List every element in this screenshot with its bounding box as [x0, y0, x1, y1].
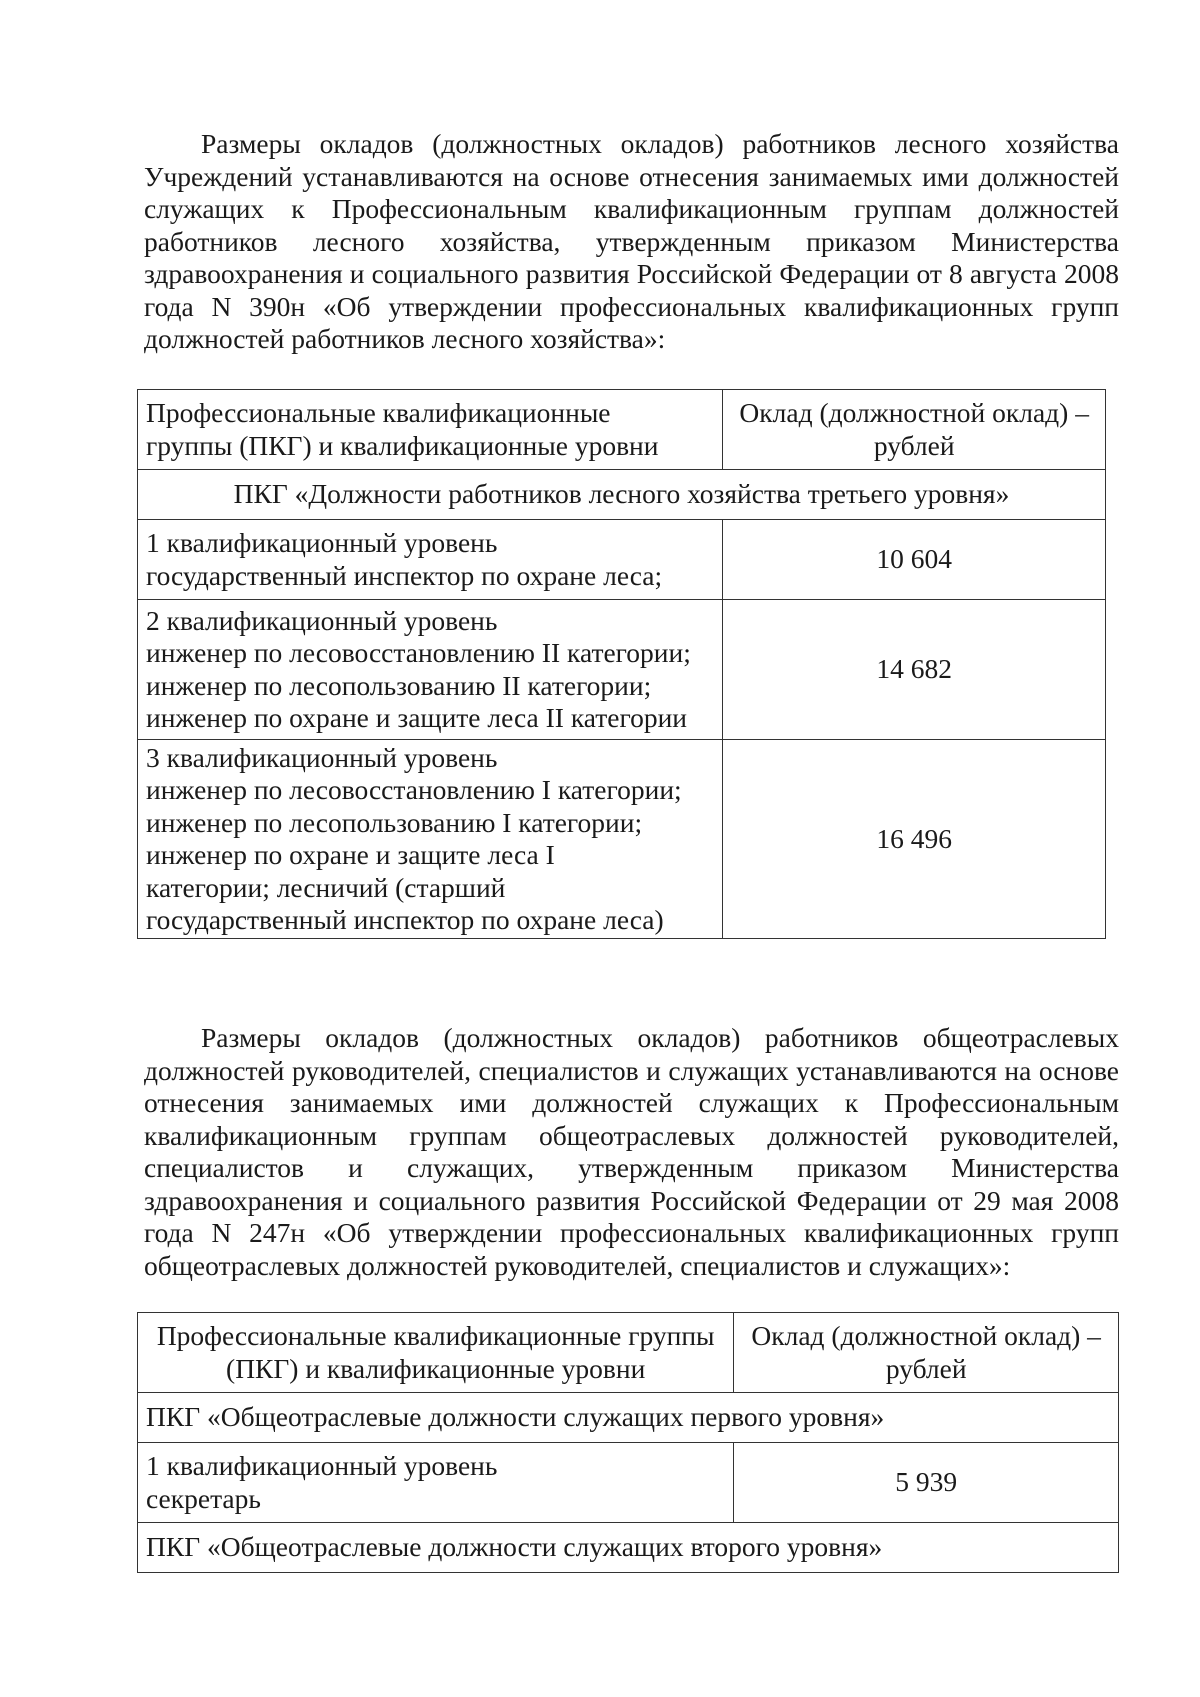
header-salary-cell: Оклад (должностной оклад) – рублей	[734, 1313, 1119, 1393]
table-header-row	[138, 1313, 1119, 1393]
header-salary-cell: Оклад (должностной оклад) – рублей	[723, 390, 1106, 470]
salary-value-cell: 10 604	[723, 520, 1106, 600]
salary-value-cell: 16 496	[723, 740, 1106, 939]
qualification-level-cell: 1 квалификационный уровень секретарь	[138, 1443, 734, 1523]
qualification-level-cell: 3 квалификационный уровень инженер по лесовосстановлению I категории; инженер по лесопользованию I категории; инженер по охране и защите леса I категории; лесничий (старший государственный инспектор по охране леса)	[138, 740, 723, 939]
forestry-salary-table	[137, 389, 1106, 939]
table-header-row	[138, 390, 1106, 470]
qualification-level-cell: 2 квалификационный уровень инженер по лесовосстановлению II категории; инженер по лесопользованию II категории; инженер по охране и защите леса II категории	[138, 600, 723, 740]
header-group-cell: Профессиональные квалификационные группы (ПКГ) и квалификационные уровни	[138, 1313, 734, 1393]
group-title-row	[138, 1523, 1119, 1573]
table-row	[138, 600, 1106, 740]
group-title-cell: ПКГ «Должности работников лесного хозяйства третьего уровня»	[138, 470, 1106, 520]
group-title-cell: ПКГ «Общеотраслевые должности служащих первого уровня»	[138, 1393, 1119, 1443]
qualification-level-cell: 1 квалификационный уровень государственный инспектор по охране леса;	[138, 520, 723, 600]
salary-value-cell: 5 939	[734, 1443, 1119, 1523]
salary-value-cell: 14 682	[723, 600, 1106, 740]
group-title-cell: ПКГ «Общеотраслевые должности служащих второго уровня»	[138, 1523, 1119, 1573]
header-group-cell: Профессиональные квалификационные группы (ПКГ) и квалификационные уровни	[138, 390, 723, 470]
table-row	[138, 1443, 1119, 1523]
intro-paragraph-general: Размеры окладов (должностных окладов) работников общеотраслевых должностей руководителей, специалистов и служащих устанавливаются на основе отнесения занимаемых ими должностей служащих к Профессиональным квалификационным группам общеотраслевых должностей руководителей, специалистов и служащих, утвержденным приказом Министерства здравоохранения и социального развития Российской Федерации от 29 мая 2008 года N 247н «Об утверждении профессиональных квалификационных групп общеотраслевых должностей руководителей, специалистов и служащих»:	[144, 1022, 1119, 1281]
table-row	[138, 520, 1106, 600]
group-title-row	[138, 1393, 1119, 1443]
group-title-row	[138, 470, 1106, 520]
general-salary-table	[137, 1312, 1119, 1573]
table-row	[138, 740, 1106, 939]
intro-paragraph-forestry: Размеры окладов (должностных окладов) работников лесного хозяйства Учреждений устанавливаются на основе отнесения занимаемых ими должностей служащих к Профессиональным квалификационным группам должностей работников лесного хозяйства, утвержденным приказом Министерства здравоохранения и социального развития Российской Федерации от 8 августа 2008 года N 390н «Об утверждении профессиональных квалификационных групп должностей работников лесного хозяйства»:	[144, 128, 1120, 354]
